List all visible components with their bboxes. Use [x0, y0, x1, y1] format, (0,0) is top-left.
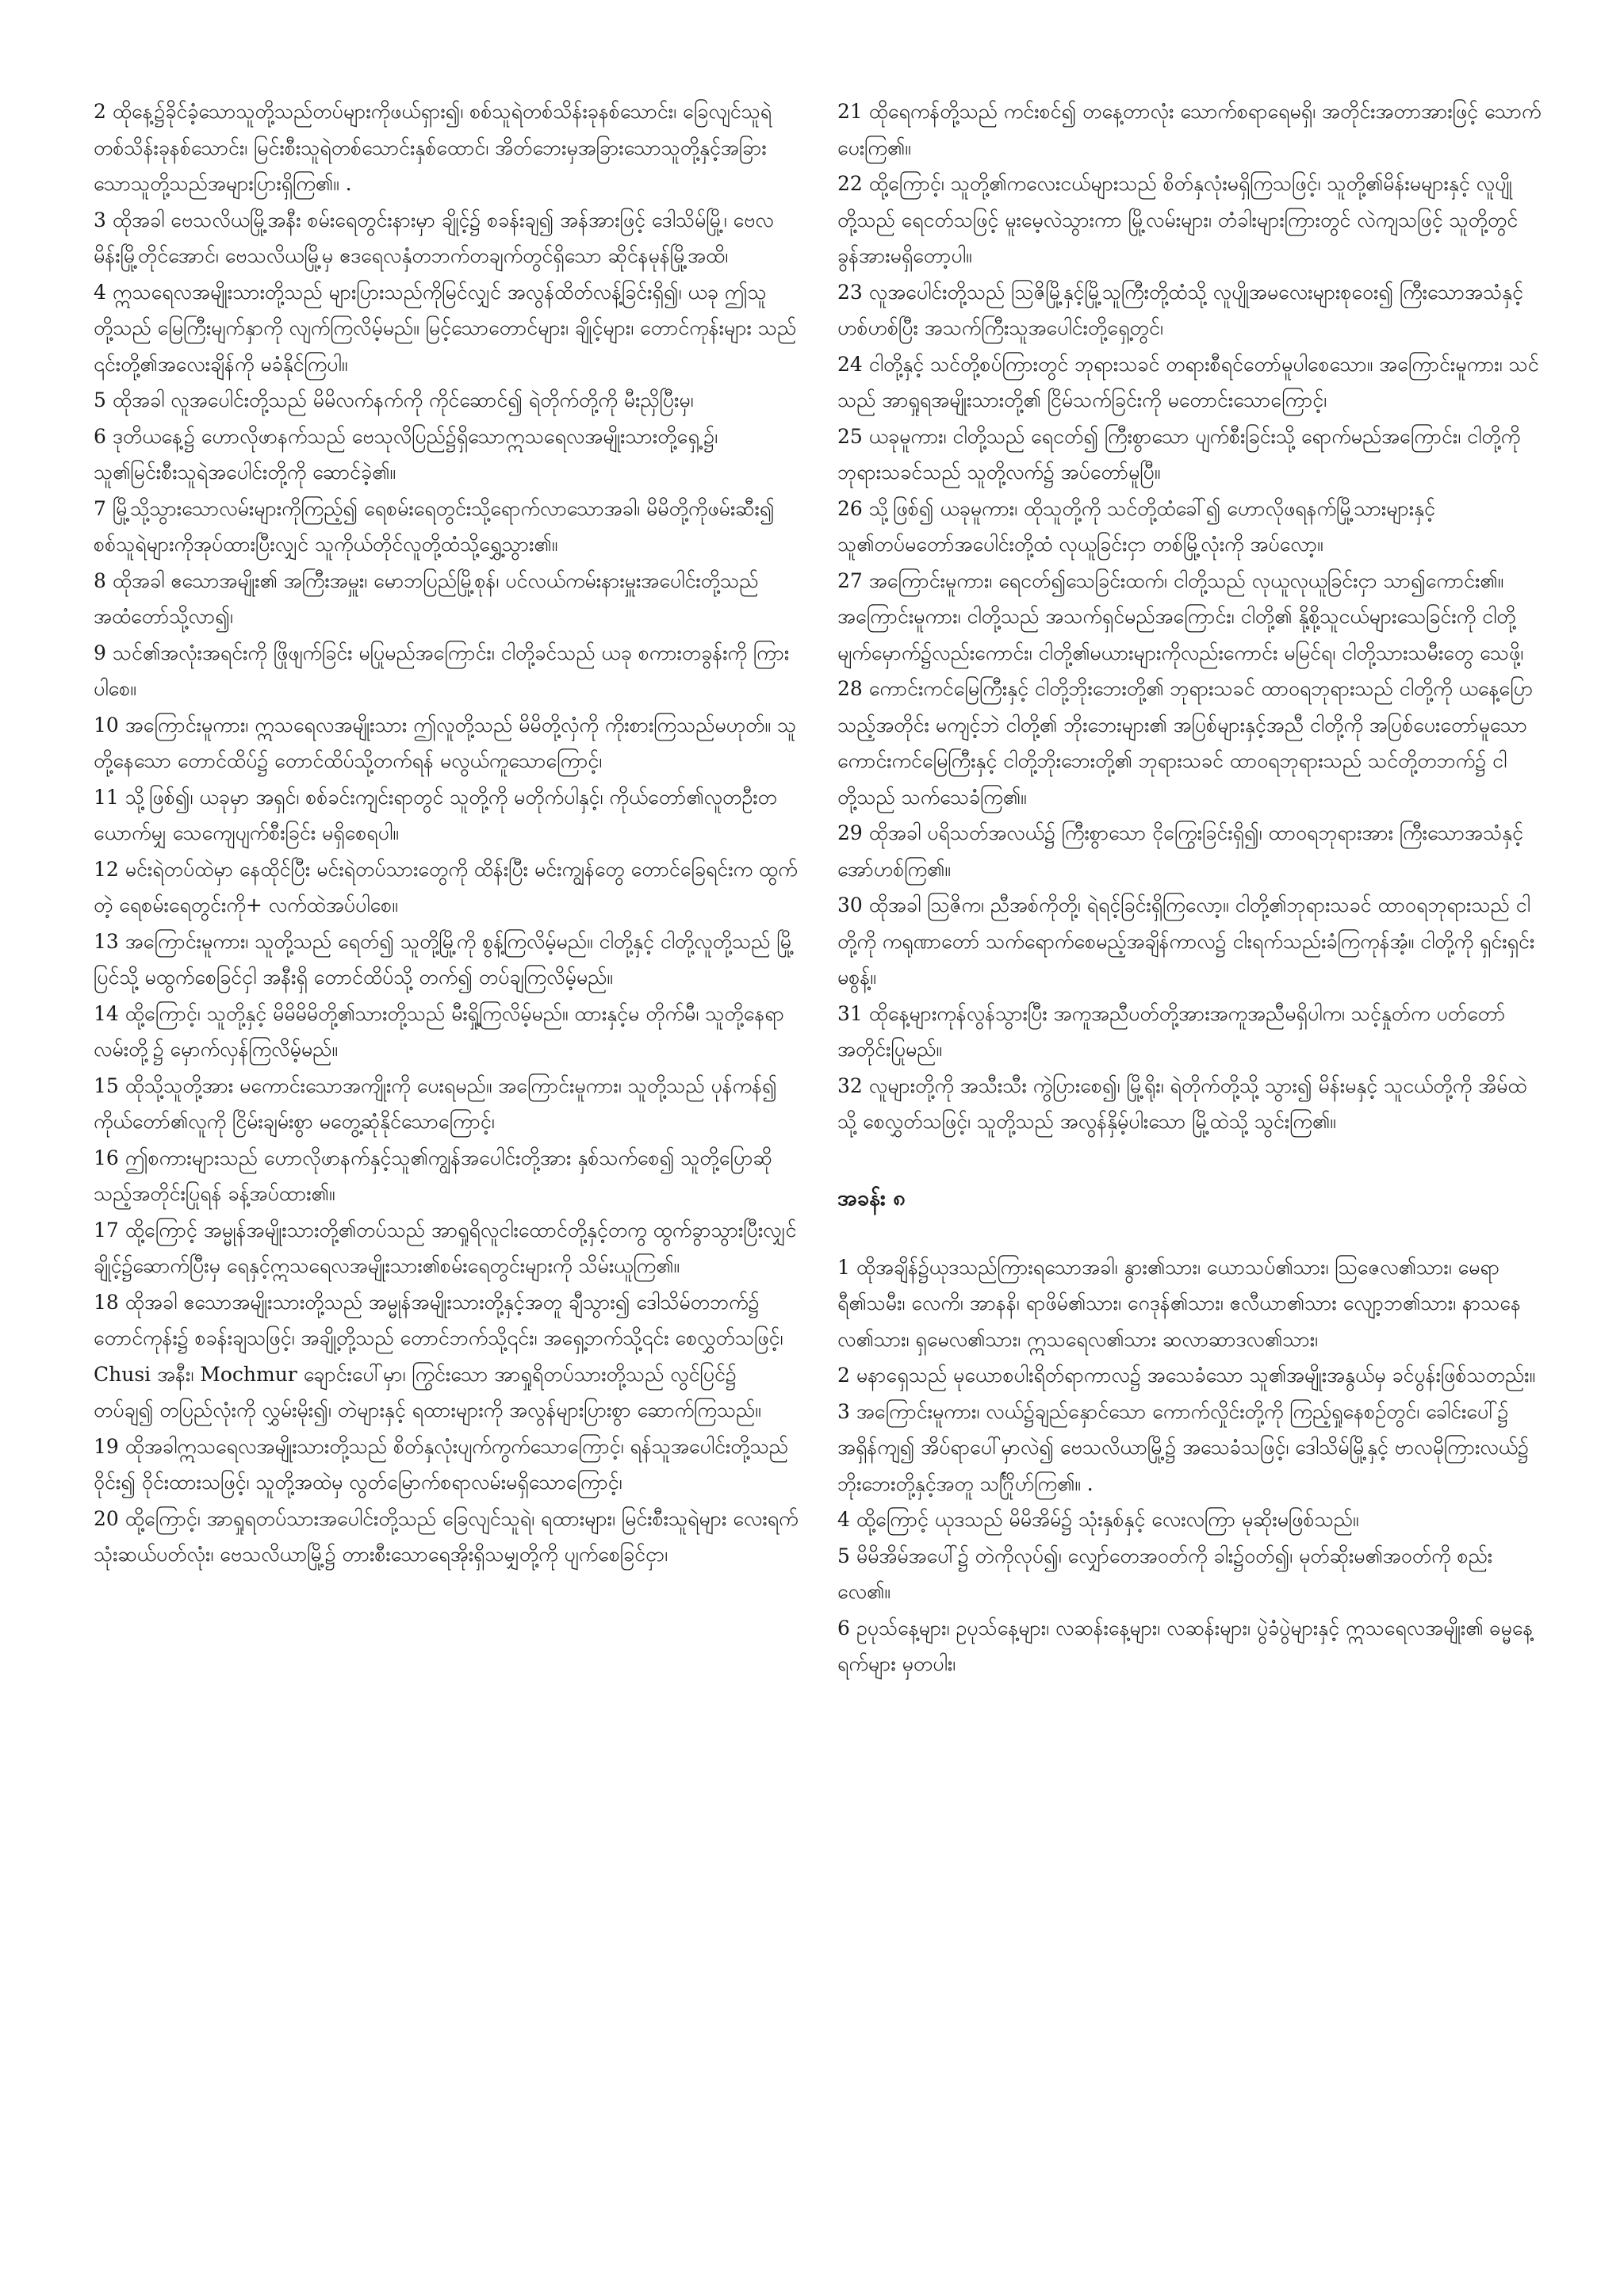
verse: 26 သို့ဖြစ်၍ ယခုမူကား၊ ထိုသူတို့ကို သင်တို့ထံခေါ်၍ ဟောလိုဖရနက်မြို့သားများနှင့် သူ၏တပ်မတော်အပေါင်းတို့ထံ လုယူခြင်းငှာ တစ်မြို့လုံးကို အပ်လော့။ [837, 496, 1435, 556]
verse: 4 ဣသရေလအမျိုးသားတို့သည် များပြားသည်ကိုမြင်လျှင် အလွန်ထိတ်လန့်ခြင်းရှိ၍၊ ယခု ဤသူတို့သည် မြေကြီးမျက်နှာကို လျက်ကြလိမ့်မည်။ မြင့်သောတောင်များ၊ ချိုင့်များ၊ တောင်ကုန်းများ သည် ၎င်းတို့၏အလေးချိန်ကို မခံနိုင်ကြပါ။ [94, 280, 797, 376]
verse: 18 ထိုအခါ ဧသောအမျိုးသားတို့သည် အမ္မုန်အမျိုးသားတို့နှင့်အတူ ချီသွား၍ ဒေါသိမ်တဘက်၌ တောင်ကုန်း၌ စခန်းချသဖြင့်၊ အချို့တို့သည် တောင်ဘက်သို့၎င်း၊ အရှေ့ဘက်သို့၎င်း စေလွှတ်သဖြင့်၊ Chusi အနီး၊ Mochmur ချောင်းပေါ်မှာ၊ ကြွင်းသော အာရှုရိတပ်သားတို့သည် လွင်ပြင်၌ တပ်ချ၍ တပြည်လုံးကို လွှမ်းမိုး၍၊ တဲများနှင့် ရထားများကို အလွန်များပြားစွာ ဆောက်ကြသည်။ [94, 1290, 783, 1422]
verse: 8 ထိုအခါ ဧသောအမျိုး၏ အကြီးအမှူး၊ မောဘပြည်မြို့စုန်၊ ပင်လယ်ကမ်းနားမှူးအပေါင်းတို့သည် အထံတော်သို့လာ၍၊ [94, 568, 759, 628]
verse: 7 မြို့သို့သွားသောလမ်းများကိုကြည့်၍ ရေစမ်းရေတွင်းသို့ရောက်လာသောအခါ၊ မိမိတို့ကိုဖမ်းဆီး၍ စစ်သူရဲများကိုအုပ်ထားပြီးလျှင် သူကိုယ်တိုင်လူတို့ထံသို့ရွှေ့သွား၏။ [94, 496, 775, 556]
verse: 1 ထိုအချိန်၌ယုဒသည်ကြားရသောအခါ၊ နွား၏သား၊ ယောသပ်၏သား၊ ဩဇေလ၏သား၊ မေရာရီ၏သမီး၊ လေကိ၊ အာနနိ၊ ရာဖိမ်၏သား၊ ဂေဒုန်၏သား၊ ဧလီယာ၏သား လျော့ဘ၏သား၊ နာသနေလ၏သား၊ ရှမေလ၏သား၊ ဣသရေလ၏သား ဆလာဆာဒလ၏သား၊ [837, 1255, 1521, 1351]
verse: 12 မင်းရဲတပ်ထဲမှာ နေထိုင်ပြီး မင်းရဲတပ်သားတွေကို ထိန်းပြီး မင်းကျွန်တွေ တောင်ခြေရင်းက ထွက်တဲ့ ရေစမ်းရေတွင်းကို+ လက်ထဲအပ်ပါစေ။ [94, 857, 798, 916]
verse: 27 အကြောင်းမူကား၊ ရေငတ်၍သေခြင်းထက်၊ ငါတို့သည် လုယူလုယူခြင်းငှာ သာ၍ကောင်း၏။ အကြောင်းမူကား၊ ငါတို့သည် အသက်ရှင်မည်အကြောင်း၊ ငါတို့၏ နို့စို့သူငယ်များသေခြင်းကို ငါတို့မျက်မှောက်၌လည်းကောင်း၊ ငါတို့၏မယားများကိုလည်းကောင်း မမြင်ရ၊ ငါတို့သားသမီးတွေ သေဖို့၊ [837, 568, 1524, 664]
verse: 4 ထို့ကြောင့် ယုဒသည် မိမိအိမ်၌ သုံးနှစ်နှင့် လေးလကြာ မုဆိုးမဖြစ်သည်။ [837, 1508, 1359, 1531]
verse: 28 ကောင်းကင်မြေကြီးနှင့် ငါတို့ဘိုးဘေးတို့၏ ဘုရားသခင် ထာဝရဘုရားသည် ငါတို့ကို ယနေ့ပြောသည့်အတိုင်း မကျင့်ဘဲ ငါတို့၏ ဘိုးဘေးများ၏ အပြစ်များနှင့်အညီ ငါတို့ကို အပြစ်ပေးတော်မူသော ကောင်းကင်မြေကြီးနှင့် ငါတို့ဘိုးဘေးတို့၏ ဘုရားသခင် ထာဝရဘုရားသည် သင်တို့တဘက်၌ ငါတို့သည် သက်သေခံကြ၏။ [837, 677, 1534, 809]
verse: 5 ထိုအခါ လူအပေါင်းတို့သည် မိမိလက်နက်ကို ကိုင်ဆောင်၍ ရဲတိုက်တို့ကို မီးညှိပြီးမှ၊ [94, 388, 694, 411]
verse: 19 ထိုအခါဣသရေလအမျိုးသားတို့သည် စိတ်နှလုံးပျက်ကွက်သောကြောင့်၊ ရန်သူအပေါင်းတို့သည် ဝိုင်း၍ ဝိုင်းထားသဖြင့်၊ သူတို့အထဲမှ လွတ်မြောက်စရာလမ်းမရှိသောကြောင့်၊ [94, 1434, 788, 1494]
verse: 6 ဒုတိယနေ့၌ ဟောလိုဖာနက်သည် ဗေသုလိပြည်၌ရှိသောဣသရေလအမျိုးသားတို့ရှေ့၌၊ သူ၏မြင်းစီးသူရဲအပေါင်းတို့ကို ဆောင်ခဲ့၏။ [94, 424, 718, 484]
verse: 21 ထိုရေကန်တို့သည် ကင်းစင်၍ တနေ့တာလုံး သောက်စရာရေမရှိ၊ အတိုင်းအတာအားဖြင့် သောက်ပေးကြ၏။ [837, 100, 1542, 159]
verse: 29 ထိုအခါ ပရိသတ်အလယ်၌ ကြီးစွာသော ငိုကြွေးခြင်းရှိ၍၊ ထာဝရဘုရားအား ကြီးသောအသံနှင့်အော်ဟစ်ကြ၏။ [837, 821, 1523, 881]
verse: 5 မိမိအိမ်အပေါ်၌ တဲကိုလုပ်၍၊ လျှော်တေအဝတ်ကို ခါး၌ဝတ်၍၊ မုတ်ဆိုးမ၏အဝတ်ကို စည်းလေ၏။ [837, 1544, 1493, 1603]
verse: 32 လူများတို့ကို အသီးသီး ကွဲပြားစေ၍၊ မြို့ရိုး၊ ရဲတိုက်တို့သို့ သွား၍ မိန်းမနှင့် သူငယ်တို့ကို အိမ်ထဲသို့ စေလွှတ်သဖြင့်၊ သူတို့သည် အလွန်နှိမ့်ပါးသော မြို့ထဲသို့ သွင်းကြ၏။ [837, 1073, 1527, 1133]
verse: 3 ထိုအခါ ဗေသလိယမြို့အနီး စမ်းရေတွင်းနားမှာ ချိုင့်၌ စခန်းချ၍ အန်အားဖြင့် ဒေါသိမ်မြို့၊ ဗေလမိန်းမြို့တိုင်အောင်၊ ဗေသလိယမြို့မှ ဧဒရေလနှံတဘက်တချက်တွင်ရှိသော ဆိုင်နမုန်မြို့အထိ၊ [94, 208, 774, 267]
verse: 24 ငါတို့နှင့် သင်တို့စပ်ကြားတွင် ဘုရားသခင် တရားစီရင်တော်မူပါစေသော။ အကြောင်းမူကား၊ သင်သည် အာရှုရအမျိုးသားတို့၏ ငြိမ်သက်ခြင်းကို မတောင်းသောကြောင့်၊ [837, 352, 1539, 411]
verse: 23 လူအပေါင်းတို့သည် ဩဇိမြို့နှင့်မြို့သူကြီးတို့ထံသို့ လူပျိုအမလေးများစုဝေး၍ ကြီးသောအသံနှင့်ဟစ်ဟစ်ပြီး အသက်ကြီးသူအပေါင်းတို့ရှေ့တွင်၊ [837, 280, 1523, 339]
verse: 16 ဤစကားများသည် ဟောလိုဖာနက်နှင့်သူ၏ကျွန်အပေါင်းတို့အား နှစ်သက်စေ၍ သူတို့ပြောဆိုသည့်အတိုင်းပြုရန် ခန့်အပ်ထား၏။ [94, 1146, 772, 1205]
verse: 2 မနာရှေသည် မုယောစပါးရိတ်ရာကာလ၌ အသေခံသော သူ၏အမျိုးအနွယ်မှ ခင်ပွန်းဖြစ်သတည်း။ [837, 1364, 1536, 1387]
left-column [94, 94, 799, 1573]
verse: 22 ထို့ကြောင့်၊ သူတို့၏ကလေးငယ်များသည် စိတ်နှလုံးမရှိကြသဖြင့်၊ သူတို့၏မိန်းမများနှင့် လူပျိုတို့သည် ရေငတ်သဖြင့် မူးမေ့လဲသွားကာ မြို့လမ်းများ၊ တံခါးများကြားတွင် လဲကျသဖြင့် သူတို့တွင် ခွန်အားမရှိတော့ပါ။ [837, 172, 1519, 267]
verse: 20 ထို့ကြောင့်၊ အာရှုရတပ်သားအပေါင်းတို့သည် ခြေလျင်သူရဲ၊ ရထားများ၊ မြင်းစီးသူရဲများ လေးရက်သုံးဆယ်ပတ်လုံး၊ ဗေသလိယာမြို့၌ တားစီးသောရေအိုးရှိသမျှတို့ကို ပျက်စေခြင်ငှာ၊ [94, 1506, 799, 1566]
verse: 6 ဥပုသ်နေ့များ၊ ဥပုသ်နေ့များ၊ လဆန်းနေ့များ၊ လဆန်းများ၊ ပွဲခံပွဲများနှင့် ဣသရေလအမျိုး၏ ဓမ္မနေ့ရက်များ မှတပါး၊ [837, 1616, 1534, 1675]
verse: 9 သင်၏အလုံးအရင်းကို ဖြိုဖျက်ခြင်း မပြုမည်အကြောင်း၊ ငါတို့ခင်သည် ယခု စကားတခွန်းကို ကြားပါစေ။ [94, 641, 790, 700]
verse: 10 အကြောင်းမူကား၊ ဣသရေလအမျိုးသား ဤလူတို့သည် မိမိတို့လှံကို ကိုးစားကြသည်မဟုတ်။ သူတို့နေသော တောင်ထိပ်၌ တောင်ထိပ်သို့တက်ရန် မလွယ်ကူသောကြောင့်၊ [94, 713, 797, 772]
verse: 31 ထိုနေ့များကုန်လွန်သွားပြီး အကူအညီပတ်တို့အားအကူအညီမရှိပါက၊ သင့်နှုတ်က ပတ်တော်အတိုင်းပြုမည်။ [837, 1001, 1506, 1061]
chapter-heading: အခန်း ၈ [837, 1185, 906, 1211]
verse: 13 အကြောင်းမူကား၊ သူတို့သည် ရေတ်၍ သူတို့မြို့ကို စွန့်ကြလိမ့်မည်။ ငါတို့နှင့် ငါတို့လူတို့သည် မြို့ပြင်သို့ မထွက်စေခြင်ငှါ အနီးရှိ တောင်ထိပ်သို့ တက်၍ တပ်ချကြလိမ့်မည်။ [94, 929, 795, 989]
verse: 15 ထိုသို့သူတို့အား မကောင်းသောအကျိုးကို ပေးရမည်။ အကြောင်းမူကား၊ သူတို့သည် ပုန်ကန်၍ ကိုယ်တော်၏လူကို ငြိမ်းချမ်းစွာ မတွေ့ဆုံနိုင်သောကြောင့်၊ [94, 1073, 777, 1133]
verse: 17 ထို့ကြောင့် အမ္မုန်အမျိုးသားတို့၏တပ်သည် အာရှုရိလူငါးထောင်တို့နှင့်တကွ ထွက်ခွာသွားပြီးလျှင် ချိုင့်၌ဆောက်ပြီးမှ ရေနှင့်ဣသရေလအမျိုးသား၏စမ်းရေတွင်းများကို သိမ်းယူကြ၏။ [94, 1218, 797, 1277]
verse: 14 ထို့ကြောင့်၊ သူတို့နှင့် မိမိမိမိတို့၏သားတို့သည် မီးရှို့ကြလိမ့်မည်။ ထားနှင့်မ တိုက်မီ၊ သူတို့နေရာလမ်းတို့၌ မှောက်လှန်ကြလိမ့်မည်။ [94, 1001, 784, 1061]
verse: 30 ထိုအခါ ဩဇိက၊ ညီအစ်ကိုတို့၊ ရဲရင့်ခြင်းရှိကြလော့။ ငါတို့၏ဘုရားသခင် ထာဝရဘုရားသည် ငါတို့ကို ကရုဏာတော် သက်ရောက်စေမည့်အချိန်ကာလ၌ ငါးရက်သည်းခံကြကုန်အံ့။ ငါတို့ကို ရှင်းရှင်းမစွန့်။ [837, 894, 1535, 989]
verse: 25 ယခုမူကား၊ ငါတို့သည် ရေငတ်၍ ကြီးစွာသော ပျက်စီးခြင်းသို့ ရောက်မည်အကြောင်း၊ ငါတို့ကို ဘုရားသခင်သည် သူတို့လက်၌ အပ်တော်မူပြီ။ [837, 424, 1521, 484]
verse: 2 ထိုနေ့၌ခိုင်ခံ့သောသူတို့သည်တပ်များကိုဖယ်ရှား၍၊ စစ်သူရဲတစ်သိန်းခုနစ်သောင်း၊ ခြေလျင်သူရဲတစ်သိန်းခုနစ်သောင်း၊ မြင်းစီးသူရဲတစ်သောင်းနှစ်ထောင်၊ အိတ်ဘေးမှအခြားသောသူတို့နှင့်အခြားသောသူတို့သည်အများပြားရှိကြ၏။ . [94, 100, 772, 195]
verse: 3 အကြောင်းမူကား၊ လယ်၌ချည်နှောင်သော ကောက်လှိုင်းတို့ကို ကြည့်ရှုနေစဉ်တွင်၊ ခေါင်းပေါ်၌ အရှိန်ကျ၍ အိပ်ရာပေါ်မှာလဲ၍ ဗေသလိယာမြို့၌ အသေခံသဖြင့်၊ ဒေါသိမ်မြို့နှင့် ဗာလမိုကြားလယ်၌ ဘိုးဘေးတို့နှင့်အတူ သင်္ဂြိုဟ်ကြ၏။ . [837, 1399, 1529, 1495]
verse: 11 သို့ဖြစ်၍၊ ယခုမှာ အရှင်၊ စစ်ခင်းကျင်းရာတွင် သူတို့ကို မတိုက်ပါနှင့်၊ ကိုယ်တော်၏လူတဦးတယောက်မျှ သေကျေပျက်စီးခြင်း မရှိစေရပါ။ [94, 785, 777, 844]
right-column [837, 94, 1543, 1682]
